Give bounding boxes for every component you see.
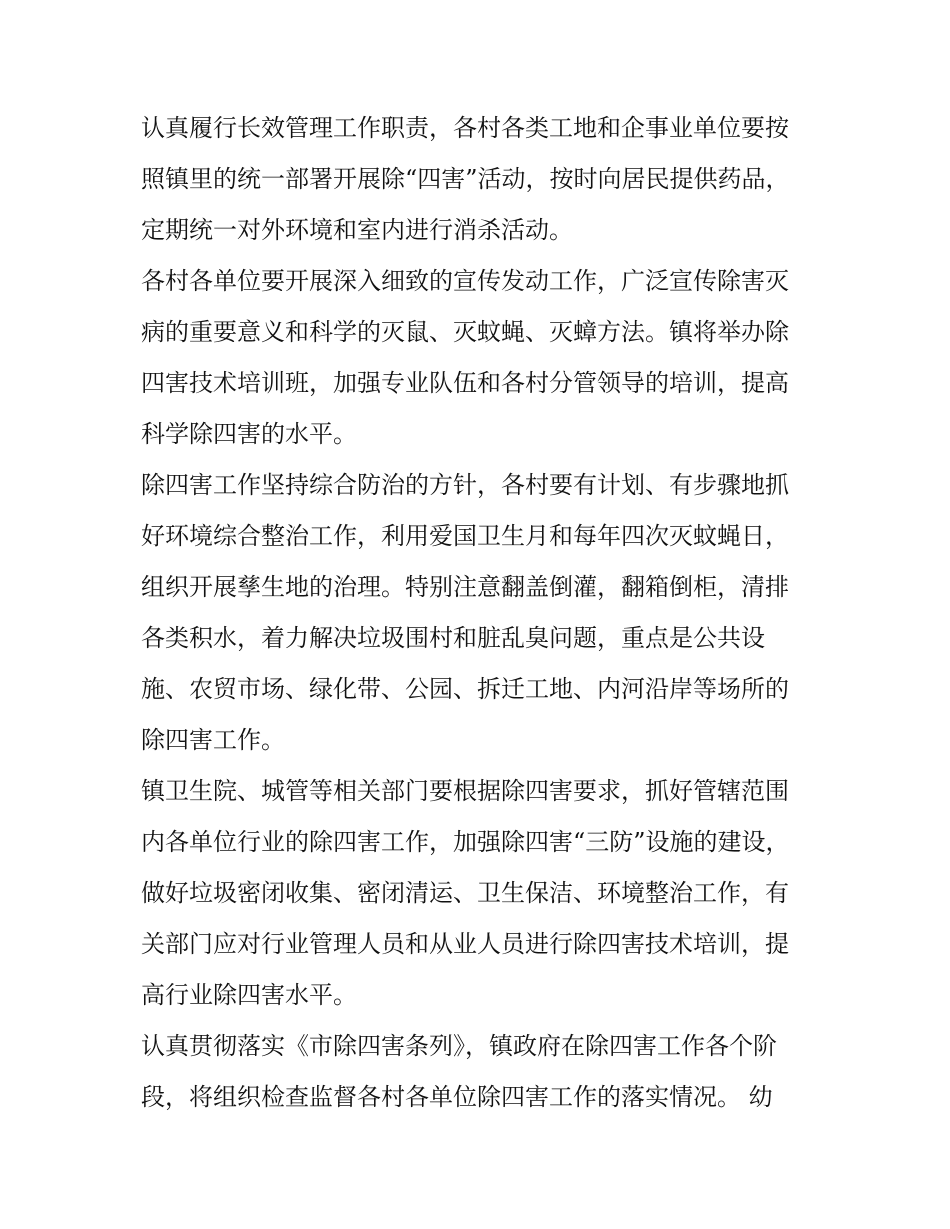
text-line: 高行业除四害水平。 xyxy=(141,981,357,1009)
text-line: 好环境综合整治工作，利用爱国卫生月和每年四次灭蚊蝇日， xyxy=(141,522,789,550)
text-line: 科学除四害的水平。 xyxy=(141,420,357,448)
text-line: 定期统一对外环境和室内进行消杀活动。 xyxy=(141,216,573,244)
paragraph-1 xyxy=(141,103,821,256)
paragraph-5 xyxy=(141,1021,821,1123)
text-line: 认真履行长效管理工作职责，各村各类工地和企事业单位要按 xyxy=(141,114,789,142)
text-line: 除四害工作坚持综合防治的方针，各村要有计划、有步骤地抓 xyxy=(141,471,789,499)
text-line: 施、农贸市场、绿化带、公园、拆迁工地、内河沿岸等场所的 xyxy=(141,675,789,703)
text-line: 病的重要意义和科学的灭鼠、灭蚊蝇、灭蟑方法。镇将举办除 xyxy=(141,318,789,346)
text-line: 关部门应对行业管理人员和从业人员进行除四害技术培训，提 xyxy=(141,930,789,958)
paragraph-2 xyxy=(141,256,821,460)
text-line: 四害技术培训班，加强专业队伍和各村分管领导的培训，提高 xyxy=(141,369,789,397)
text-line: 各村各单位要开展深入细致的宣传发动工作，广泛宣传除害灭 xyxy=(141,267,789,295)
paragraph-3 xyxy=(141,460,821,766)
text-line: 照镇里的统一部署开展除“四害”活动，按时向居民提供药品， xyxy=(141,165,790,193)
text-line: 组织开展孳生地的治理。特别注意翻盖倒灌，翻箱倒柜，清排 xyxy=(141,573,789,601)
text-line: 除四害工作。 xyxy=(141,726,285,754)
text-line: 各类积水，着力解决垃圾围村和脏乱臭问题，重点是公共设 xyxy=(141,624,765,652)
text-line: 段，将组织检查监督各村各单位除四害工作的落实情况。 幼 xyxy=(141,1083,773,1111)
document-page xyxy=(141,103,821,1123)
text-line: 内各单位行业的除四害工作，加强除四害“三防”设施的建设， xyxy=(141,828,790,856)
paragraph-4 xyxy=(141,766,821,1021)
text-line: 认真贯彻落实《市除四害条列》，镇政府在除四害工作各个阶 xyxy=(141,1032,777,1060)
text-line: 镇卫生院、城管等相关部门要根据除四害要求，抓好管辖范围 xyxy=(141,777,789,805)
text-line: 做好垃圾密闭收集、密闭清运、卫生保洁、环境整治工作，有 xyxy=(141,879,789,907)
